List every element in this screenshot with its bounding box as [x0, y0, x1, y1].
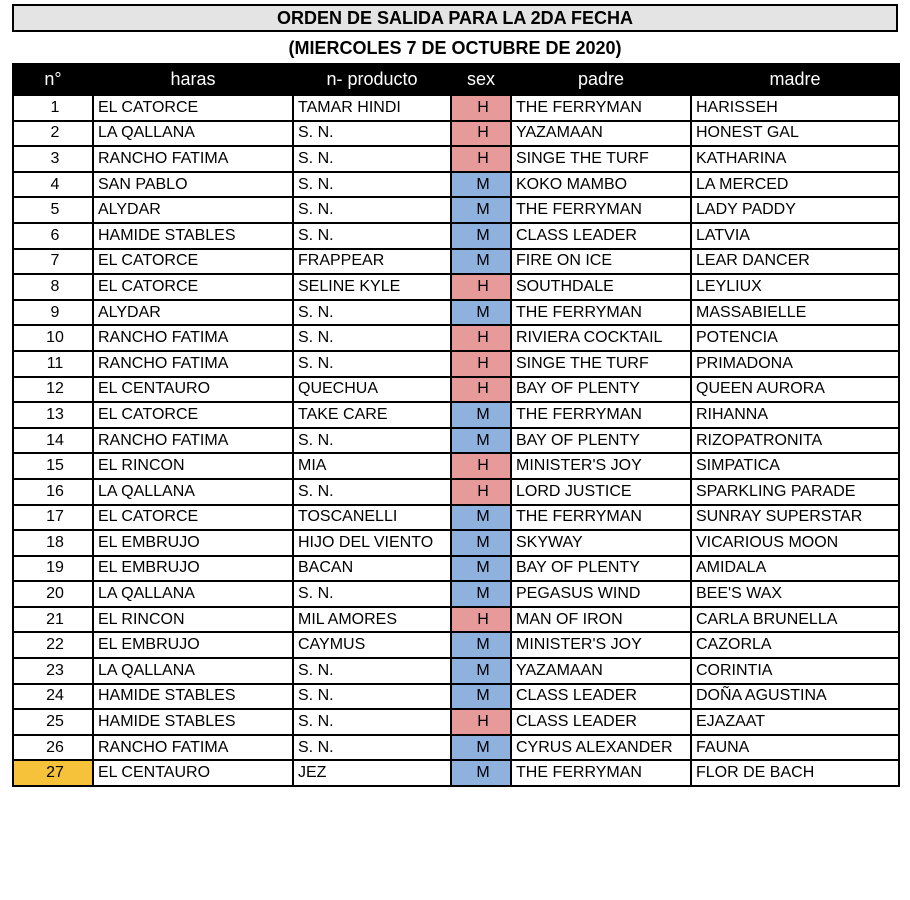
- row-producto: BACAN: [293, 556, 451, 582]
- row-number: 16: [13, 479, 93, 505]
- row-padre: KOKO MAMBO: [511, 172, 691, 198]
- row-haras: EL CATORCE: [93, 505, 293, 531]
- row-madre: EJAZAAT: [691, 709, 899, 735]
- row-padre: THE FERRYMAN: [511, 402, 691, 428]
- row-padre: THE FERRYMAN: [511, 505, 691, 531]
- row-sex: M: [451, 249, 511, 275]
- row-number: 8: [13, 274, 93, 300]
- row-madre: LA MERCED: [691, 172, 899, 198]
- row-madre: CAZORLA: [691, 632, 899, 658]
- row-madre: HONEST GAL: [691, 121, 899, 147]
- table-row: [13, 735, 899, 761]
- document-subtitle: (MIERCOLES 7 DE OCTUBRE DE 2020): [288, 37, 622, 58]
- row-haras: EL CATORCE: [93, 95, 293, 121]
- row-producto: QUECHUA: [293, 377, 451, 403]
- row-madre: SIMPATICA: [691, 453, 899, 479]
- row-padre: BAY OF PLENTY: [511, 556, 691, 582]
- row-sex: H: [451, 351, 511, 377]
- row-producto: TAMAR HINDI: [293, 95, 451, 121]
- row-number: 11: [13, 351, 93, 377]
- row-padre: YAZAMAAN: [511, 658, 691, 684]
- row-madre: DOÑA AGUSTINA: [691, 684, 899, 710]
- row-number: 21: [13, 607, 93, 633]
- row-sex: M: [451, 658, 511, 684]
- row-number: 4: [13, 172, 93, 198]
- row-haras: ALYDAR: [93, 300, 293, 326]
- table-row: [13, 325, 899, 351]
- table-row: [13, 556, 899, 582]
- row-madre: LEYLIUX: [691, 274, 899, 300]
- row-producto: S. N.: [293, 479, 451, 505]
- table-row: [13, 581, 899, 607]
- row-haras: LA QALLANA: [93, 479, 293, 505]
- table-row: [13, 351, 899, 377]
- row-number: 26: [13, 735, 93, 761]
- table-row: [13, 121, 899, 147]
- row-sex: M: [451, 300, 511, 326]
- row-padre: PEGASUS WIND: [511, 581, 691, 607]
- row-sex: H: [451, 377, 511, 403]
- row-sex: M: [451, 581, 511, 607]
- row-haras: RANCHO FATIMA: [93, 428, 293, 454]
- row-sex: H: [451, 325, 511, 351]
- row-madre: LADY PADDY: [691, 197, 899, 223]
- row-sex: M: [451, 172, 511, 198]
- row-madre: FLOR DE BACH: [691, 760, 899, 786]
- row-padre: YAZAMAAN: [511, 121, 691, 147]
- row-madre: MASSABIELLE: [691, 300, 899, 326]
- row-haras: EL CENTAURO: [93, 377, 293, 403]
- row-sex: M: [451, 428, 511, 454]
- row-number: 5: [13, 197, 93, 223]
- row-madre: SPARKLING PARADE: [691, 479, 899, 505]
- row-haras: EL CATORCE: [93, 249, 293, 275]
- header-producto: n- producto: [293, 64, 451, 95]
- row-haras: EL EMBRUJO: [93, 632, 293, 658]
- row-padre: CYRUS ALEXANDER: [511, 735, 691, 761]
- row-sex: H: [451, 146, 511, 172]
- row-madre: POTENCIA: [691, 325, 899, 351]
- table-row: [13, 377, 899, 403]
- row-sex: H: [451, 709, 511, 735]
- table-row: [13, 402, 899, 428]
- table-row: [13, 453, 899, 479]
- row-number: 17: [13, 505, 93, 531]
- row-sex: H: [451, 453, 511, 479]
- row-producto: S. N.: [293, 581, 451, 607]
- row-producto: CAYMUS: [293, 632, 451, 658]
- header-sex: sex: [451, 64, 511, 95]
- row-padre: MINISTER'S JOY: [511, 453, 691, 479]
- row-producto: MIL AMORES: [293, 607, 451, 633]
- row-padre: THE FERRYMAN: [511, 197, 691, 223]
- row-padre: THE FERRYMAN: [511, 760, 691, 786]
- row-number: 18: [13, 530, 93, 556]
- row-producto: S. N.: [293, 300, 451, 326]
- row-padre: CLASS LEADER: [511, 223, 691, 249]
- row-number: 27: [13, 760, 93, 786]
- row-padre: CLASS LEADER: [511, 684, 691, 710]
- header-haras: haras: [93, 64, 293, 95]
- row-number: 20: [13, 581, 93, 607]
- row-producto: S. N.: [293, 121, 451, 147]
- row-haras: SAN PABLO: [93, 172, 293, 198]
- row-sex: M: [451, 760, 511, 786]
- row-haras: ALYDAR: [93, 197, 293, 223]
- row-haras: LA QALLANA: [93, 581, 293, 607]
- row-sex: M: [451, 684, 511, 710]
- row-producto: S. N.: [293, 351, 451, 377]
- row-number: 15: [13, 453, 93, 479]
- row-producto: S. N.: [293, 684, 451, 710]
- row-producto: TAKE CARE: [293, 402, 451, 428]
- row-haras: EL EMBRUJO: [93, 530, 293, 556]
- row-producto: S. N.: [293, 709, 451, 735]
- table-row: [13, 428, 899, 454]
- header-number: n°: [13, 64, 93, 95]
- row-haras: LA QALLANA: [93, 658, 293, 684]
- row-sex: M: [451, 223, 511, 249]
- row-sex: M: [451, 402, 511, 428]
- row-number: 24: [13, 684, 93, 710]
- row-madre: LEAR DANCER: [691, 249, 899, 275]
- table-row: [13, 95, 899, 121]
- row-producto: MIA: [293, 453, 451, 479]
- row-sex: M: [451, 505, 511, 531]
- table-row: [13, 300, 899, 326]
- row-number: 22: [13, 632, 93, 658]
- row-madre: AMIDALA: [691, 556, 899, 582]
- row-madre: KATHARINA: [691, 146, 899, 172]
- table-row: [13, 172, 899, 198]
- row-number: 1: [13, 95, 93, 121]
- row-sex: M: [451, 556, 511, 582]
- row-haras: HAMIDE STABLES: [93, 223, 293, 249]
- row-haras: EL CATORCE: [93, 274, 293, 300]
- row-madre: QUEEN AURORA: [691, 377, 899, 403]
- row-producto: S. N.: [293, 223, 451, 249]
- row-number: 10: [13, 325, 93, 351]
- table-row: [13, 709, 899, 735]
- row-sex: H: [451, 607, 511, 633]
- row-number: 25: [13, 709, 93, 735]
- row-padre: THE FERRYMAN: [511, 300, 691, 326]
- table-body: [13, 95, 899, 786]
- header-padre: padre: [511, 64, 691, 95]
- row-sex: M: [451, 735, 511, 761]
- table-row: [13, 197, 899, 223]
- row-producto: S. N.: [293, 325, 451, 351]
- row-haras: RANCHO FATIMA: [93, 146, 293, 172]
- table-row: [13, 530, 899, 556]
- document-title: ORDEN DE SALIDA PARA LA 2DA FECHA: [12, 4, 898, 32]
- row-padre: SINGE THE TURF: [511, 351, 691, 377]
- header-row: [13, 64, 899, 95]
- row-madre: HARISSEH: [691, 95, 899, 121]
- row-haras: HAMIDE STABLES: [93, 709, 293, 735]
- row-producto: S. N.: [293, 146, 451, 172]
- row-haras: EL CATORCE: [93, 402, 293, 428]
- row-madre: RIZOPATRONITA: [691, 428, 899, 454]
- row-haras: LA QALLANA: [93, 121, 293, 147]
- row-producto: S. N.: [293, 735, 451, 761]
- row-producto: HIJO DEL VIENTO: [293, 530, 451, 556]
- row-number: 6: [13, 223, 93, 249]
- row-producto: S. N.: [293, 197, 451, 223]
- row-number: 14: [13, 428, 93, 454]
- row-padre: SKYWAY: [511, 530, 691, 556]
- row-madre: FAUNA: [691, 735, 899, 761]
- row-number: 2: [13, 121, 93, 147]
- table-row: [13, 505, 899, 531]
- row-producto: S. N.: [293, 658, 451, 684]
- row-number: 19: [13, 556, 93, 582]
- row-padre: MINISTER'S JOY: [511, 632, 691, 658]
- row-madre: RIHANNA: [691, 402, 899, 428]
- row-sex: H: [451, 274, 511, 300]
- table-row: [13, 146, 899, 172]
- table-row: [13, 658, 899, 684]
- row-number: 7: [13, 249, 93, 275]
- row-sex: M: [451, 530, 511, 556]
- row-sex: H: [451, 95, 511, 121]
- table-row: [13, 607, 899, 633]
- table-row: [13, 632, 899, 658]
- row-producto: TOSCANELLI: [293, 505, 451, 531]
- row-padre: SINGE THE TURF: [511, 146, 691, 172]
- row-producto: S. N.: [293, 428, 451, 454]
- row-sex: H: [451, 121, 511, 147]
- row-haras: EL RINCON: [93, 607, 293, 633]
- row-padre: MAN OF IRON: [511, 607, 691, 633]
- table-row: [13, 684, 899, 710]
- row-padre: BAY OF PLENTY: [511, 428, 691, 454]
- table-row: [13, 760, 899, 786]
- row-haras: EL EMBRUJO: [93, 556, 293, 582]
- row-haras: EL CENTAURO: [93, 760, 293, 786]
- row-sex: M: [451, 632, 511, 658]
- row-number: 23: [13, 658, 93, 684]
- row-producto: JEZ: [293, 760, 451, 786]
- row-haras: RANCHO FATIMA: [93, 351, 293, 377]
- header-madre: madre: [691, 64, 899, 95]
- row-haras: EL RINCON: [93, 453, 293, 479]
- row-haras: RANCHO FATIMA: [93, 325, 293, 351]
- row-number: 9: [13, 300, 93, 326]
- row-madre: CORINTIA: [691, 658, 899, 684]
- table-row: [13, 479, 899, 505]
- row-madre: SUNRAY SUPERSTAR: [691, 505, 899, 531]
- row-number: 3: [13, 146, 93, 172]
- row-madre: CARLA BRUNELLA: [691, 607, 899, 633]
- row-padre: BAY OF PLENTY: [511, 377, 691, 403]
- row-sex: M: [451, 197, 511, 223]
- row-producto: S. N.: [293, 172, 451, 198]
- table-row: [13, 223, 899, 249]
- row-madre: PRIMADONA: [691, 351, 899, 377]
- row-sex: H: [451, 479, 511, 505]
- row-number: 13: [13, 402, 93, 428]
- table-row: [13, 249, 899, 275]
- row-padre: LORD JUSTICE: [511, 479, 691, 505]
- start-order-table: [12, 63, 900, 787]
- table-row: [13, 274, 899, 300]
- row-haras: RANCHO FATIMA: [93, 735, 293, 761]
- row-producto: FRAPPEAR: [293, 249, 451, 275]
- row-madre: VICARIOUS MOON: [691, 530, 899, 556]
- row-padre: THE FERRYMAN: [511, 95, 691, 121]
- row-padre: RIVIERA COCKTAIL: [511, 325, 691, 351]
- row-madre: BEE'S WAX: [691, 581, 899, 607]
- row-padre: SOUTHDALE: [511, 274, 691, 300]
- row-number: 12: [13, 377, 93, 403]
- row-padre: FIRE ON ICE: [511, 249, 691, 275]
- row-haras: HAMIDE STABLES: [93, 684, 293, 710]
- row-producto: SELINE KYLE: [293, 274, 451, 300]
- row-padre: CLASS LEADER: [511, 709, 691, 735]
- row-madre: LATVIA: [691, 223, 899, 249]
